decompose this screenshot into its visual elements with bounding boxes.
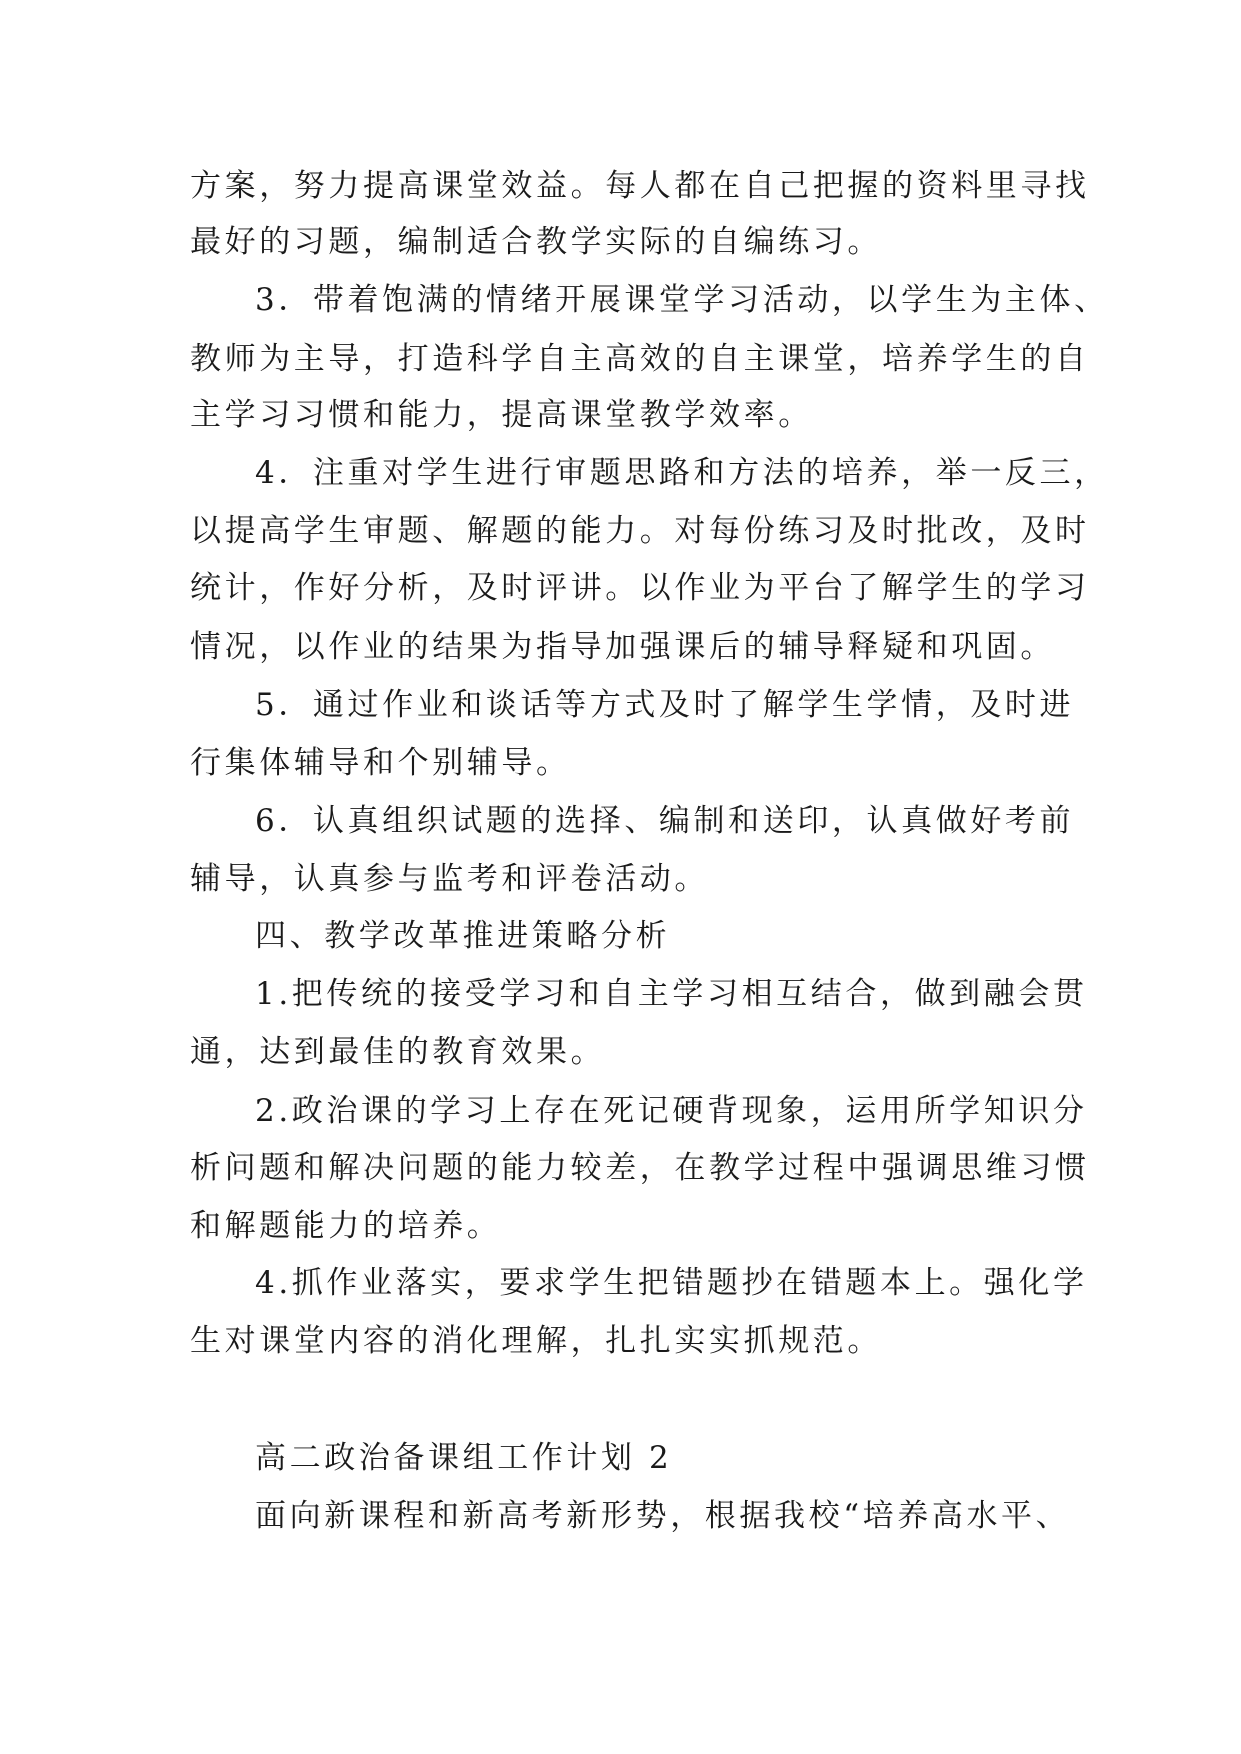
text-line: 行集体辅导和个别辅导。 (190, 745, 571, 781)
text-line: 生对课堂内容的消化理解，扎扎实实抓规范。 (190, 1323, 882, 1359)
text-line: 方案，努力提高课堂效益。每人都在自己把握的资料里寻找 (190, 168, 1090, 204)
text-line: 6．认真组织试题的选择、编制和送印，认真做好考前 (255, 803, 1075, 839)
text-line: 主学习习惯和能力，提高课堂教学效率。 (190, 397, 813, 433)
text-line: 统计，作好分析，及时评讲。以作业为平台了解学生的学习 (190, 570, 1090, 606)
text-line: 通，达到最佳的教育效果。 (190, 1034, 606, 1070)
text-line: 4.抓作业落实，要求学生把错题抄在错题本上。强化学 (255, 1265, 1088, 1301)
text-line: 1.把传统的接受学习和自主学习相互结合，做到融会贯 (255, 976, 1088, 1012)
text-line: 2.政治课的学习上存在死记硬背现象，运用所学知识分 (255, 1093, 1088, 1129)
text-line: 析问题和解决问题的能力较差，在教学过程中强调思维习惯 (190, 1150, 1090, 1186)
section-heading: 四、教学改革推进策略分析 (255, 918, 671, 954)
text-line: 教师为主导，打造科学自主高效的自主课堂，培养学生的自 (190, 341, 1090, 377)
text-line: 3．带着饱满的情绪开展课堂学习活动，以学生为主体、 (255, 282, 1109, 318)
text-line: 最好的习题，编制适合教学实际的自编练习。 (190, 224, 882, 260)
text-line: 面向新课程和新高考新形势，根据我校“培养高水平、 (255, 1498, 1071, 1534)
plan-title: 高二政治备课组工作计划 2 (255, 1440, 673, 1476)
text-line: 辅导，认真参与监考和评卷活动。 (190, 861, 709, 897)
text-line: 4．注重对学生进行审题思路和方法的培养，举一反三， (255, 455, 1109, 491)
text-line: 5．通过作业和谈话等方式及时了解学生学情，及时进 (255, 687, 1075, 723)
text-line: 以提高学生审题、解题的能力。对每份练习及时批改，及时 (190, 513, 1090, 549)
text-line: 情况，以作业的结果为指导加强课后的辅导释疑和巩固。 (190, 629, 1055, 665)
text-line: 和解题能力的培养。 (190, 1208, 502, 1244)
